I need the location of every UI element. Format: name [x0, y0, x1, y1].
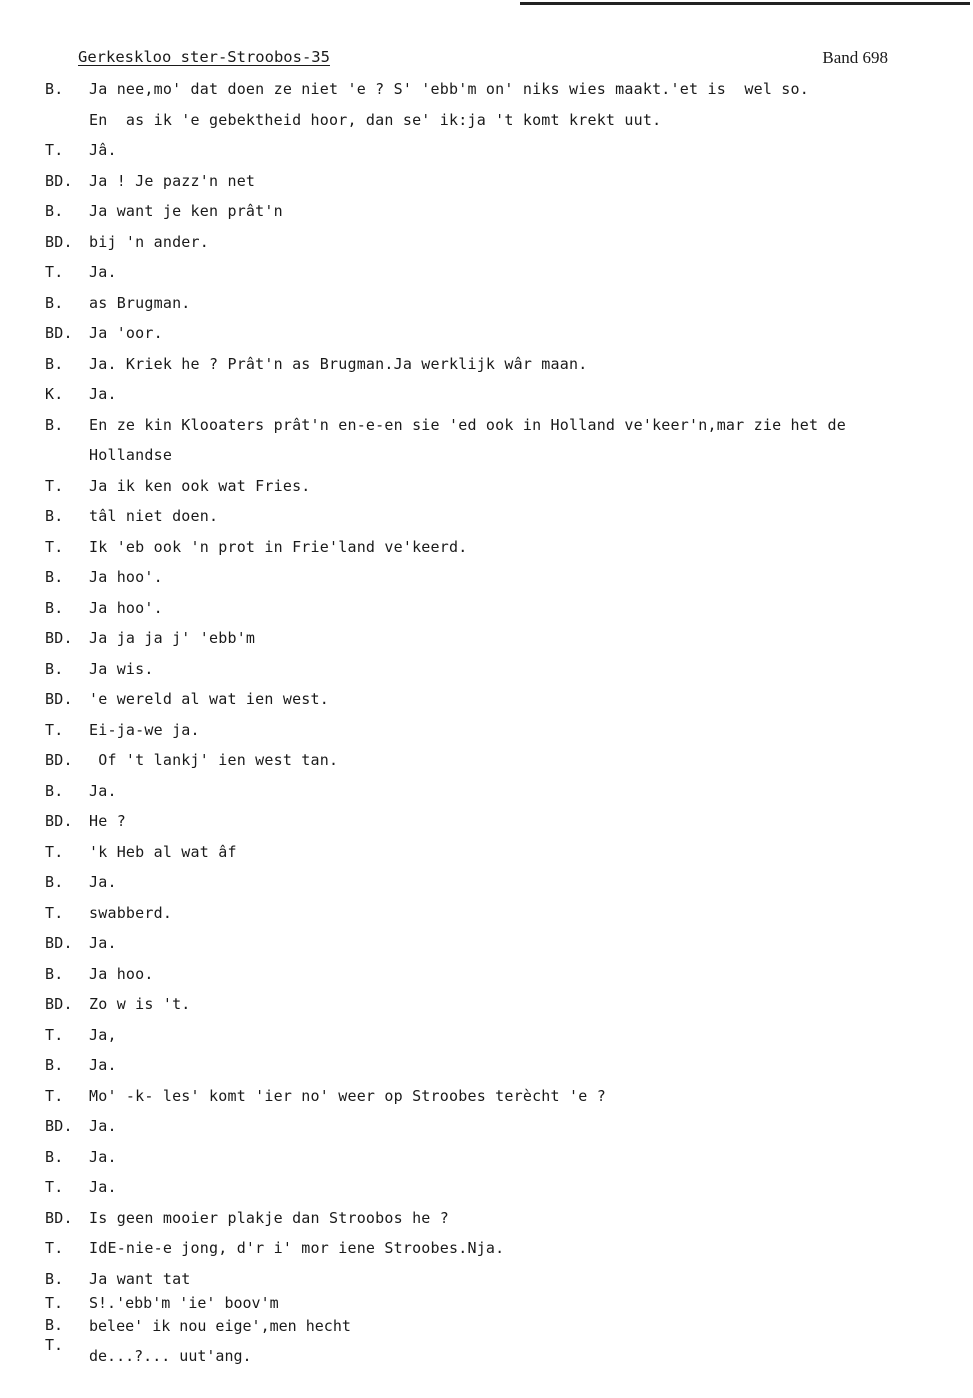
transcript-line [0, 442, 973, 473]
speaker-label: BD. [45, 812, 73, 830]
speaker-label: T. [45, 1336, 64, 1354]
utterance-text: 'k Heb al wat âf [89, 842, 237, 861]
transcript-body [0, 76, 973, 1296]
utterance-text: Ja. [89, 873, 117, 891]
utterance-text: Ja hoo'. [89, 568, 163, 586]
speaker-label: T. [45, 1294, 64, 1312]
speaker-label: T. [45, 1239, 64, 1257]
speaker-label: T. [45, 842, 64, 861]
utterance-text: Ja hoo'. [89, 598, 163, 617]
utterance-text: Ja hoo. [89, 964, 154, 983]
transcript-line [0, 168, 973, 199]
utterance-text: Ei-ja-we ja. [89, 720, 200, 739]
utterance-text: bij 'n ander. [89, 232, 209, 251]
transcript-line [0, 595, 973, 626]
transcript-line [0, 381, 973, 412]
speaker-label: B. [45, 659, 64, 678]
speaker-label: B. [45, 781, 64, 800]
top-rule [520, 2, 970, 5]
utterance-text: Ja. [89, 385, 117, 403]
speaker-label: BD. [45, 232, 73, 251]
transcript-line [0, 900, 973, 931]
utterance-text: 'e wereld al wat ien west. [89, 690, 329, 708]
transcript-line [0, 839, 973, 870]
utterance-text: Ja nee,mo' dat doen ze niet 'e ? S' 'ebb'm on' niks wies maakt.'et is wel so. [89, 80, 809, 98]
transcript-line [0, 1205, 973, 1236]
transcript-line [0, 473, 973, 504]
speaker-label: K. [45, 385, 64, 403]
utterance-text: Ja. [89, 1178, 117, 1196]
page-header [78, 48, 888, 70]
speaker-label: T. [45, 476, 64, 495]
utterance-text: Ja. [89, 934, 117, 952]
utterance-text: Is geen mooier plakje dan Stroobos he ? [89, 1208, 449, 1227]
transcript-line [0, 625, 973, 656]
transcript-line [0, 1144, 973, 1175]
transcript-line [0, 1022, 973, 1053]
speaker-label: B. [45, 1316, 64, 1334]
utterance-text: He ? [89, 812, 126, 830]
speaker-label: B. [45, 598, 64, 617]
utterance-text: Ja want je ken prât'n [89, 202, 283, 220]
utterance-text: de...?... uut'ang. [89, 1347, 252, 1365]
transcript-line [0, 808, 973, 839]
utterance-text: swabberd. [89, 903, 173, 922]
speaker-label: BD. [45, 171, 73, 190]
transcript-line [0, 1052, 973, 1083]
speaker-label: B. [45, 507, 64, 525]
utterance-text: Hollandse [89, 446, 173, 464]
utterance-text: tâl niet doen. [89, 507, 219, 525]
transcript-line [0, 534, 973, 565]
speaker-label: B. [45, 354, 64, 373]
transcript-line [0, 1235, 973, 1266]
speaker-label: T. [45, 1086, 64, 1105]
utterance-text: Of 't lankj' ien west tan. [89, 751, 339, 769]
utterance-text: Ja. Kriek he ? Prât'n as Brugman.Ja werklijk wâr maan. [89, 354, 588, 373]
transcript-line [0, 1174, 973, 1205]
utterance-text: Ja. [89, 781, 117, 800]
speaker-label: B. [45, 415, 64, 434]
transcript-line [0, 503, 973, 534]
transcript-line [0, 717, 973, 748]
utterance-text: as Brugman. [89, 293, 191, 312]
utterance-text: Ja wis. [89, 659, 154, 678]
transcript-line [0, 686, 973, 717]
utterance-text: En as ik 'e gebektheid hoor, dan se' ik:ja 't komt krekt uut. [89, 110, 662, 129]
utterance-text: Ja. [89, 1056, 117, 1074]
transcript-line [0, 290, 973, 321]
utterance-text: belee' ik nou eige',men hecht [89, 1317, 351, 1335]
speaker-label: B. [45, 80, 64, 98]
speaker-label: B. [45, 568, 64, 586]
transcript-line [0, 137, 973, 168]
speaker-label: B. [45, 873, 64, 891]
utterance-text: S!.'ebb'm 'ie' boov'm [89, 1294, 279, 1312]
transcript-line [0, 320, 973, 351]
utterance-text: IdE-nie-e jong, d'r i' mor iene Stroobes.Nja. [89, 1239, 505, 1257]
transcript-line [0, 1113, 973, 1144]
speaker-label: B. [45, 964, 64, 983]
transcript-line [0, 1083, 973, 1114]
transcript-line [0, 778, 973, 809]
utterance-text: Zo w is 't. [89, 995, 191, 1013]
transcript-line [0, 107, 973, 138]
transcript-line [0, 76, 973, 107]
transcript-line [0, 930, 973, 961]
speaker-label: B. [45, 1269, 64, 1288]
speaker-label: BD. [45, 995, 73, 1013]
utterance-text: Ja. [89, 1117, 117, 1135]
utterance-text: Ja. [89, 1147, 117, 1166]
speaker-label: T. [45, 263, 64, 281]
utterance-text: Mo' -k- les' komt 'ier no' weer op Stroobes terècht 'e ? [89, 1086, 606, 1105]
transcript-line [0, 412, 973, 443]
transcript-line [0, 656, 973, 687]
utterance-text: Ja ik ken ook wat Fries. [89, 476, 311, 495]
utterance-text: Jâ. [89, 141, 117, 159]
utterance-text: Ja ja ja j' 'ebb'm [89, 629, 256, 647]
speaker-label: B. [45, 1056, 64, 1074]
transcript-line [0, 961, 973, 992]
utterance-text: Ja. [89, 263, 117, 281]
speaker-label: B. [45, 293, 64, 312]
speaker-label: BD. [45, 934, 73, 952]
band-number: Band 698 [822, 48, 888, 67]
utterance-text: Ik 'eb ook 'n prot in Frie'land ve'keerd. [89, 537, 468, 556]
transcript-line [0, 747, 973, 778]
speaker-label: T. [45, 1178, 64, 1196]
utterance-text: Ja want tat [89, 1269, 191, 1288]
transcript-line [0, 1266, 973, 1297]
speaker-label: BD. [45, 629, 73, 647]
transcript-line [0, 351, 973, 382]
transcript-line [0, 259, 973, 290]
utterance-text: Ja 'oor. [89, 324, 163, 342]
utterance-text: En ze kin Klooaters prât'n en-e-en sie 'ed ook in Holland ve'keer'n,mar zie het de [89, 415, 846, 434]
speaker-label: T. [45, 141, 64, 159]
speaker-label: BD. [45, 751, 73, 769]
speaker-label: B. [45, 1147, 64, 1166]
speaker-label: T. [45, 1025, 64, 1044]
speaker-label: T. [45, 903, 64, 922]
transcript-line [0, 198, 973, 229]
speaker-label: BD. [45, 1208, 73, 1227]
speaker-label: BD. [45, 690, 73, 708]
transcript-line [0, 229, 973, 260]
speaker-label: B. [45, 202, 64, 220]
transcript-line [0, 564, 973, 595]
utterance-text: Ja ! Je pazz'n net [89, 171, 256, 190]
utterance-text: Ja, [89, 1025, 117, 1044]
transcript-line [0, 991, 973, 1022]
speaker-label: T. [45, 537, 64, 556]
transcript-title: Gerkeskloo ster-Stroobos-35 [78, 48, 330, 66]
transcript-line [0, 869, 973, 900]
speaker-label: BD. [45, 1117, 73, 1135]
speaker-label: T. [45, 720, 64, 739]
speaker-label: BD. [45, 324, 73, 342]
